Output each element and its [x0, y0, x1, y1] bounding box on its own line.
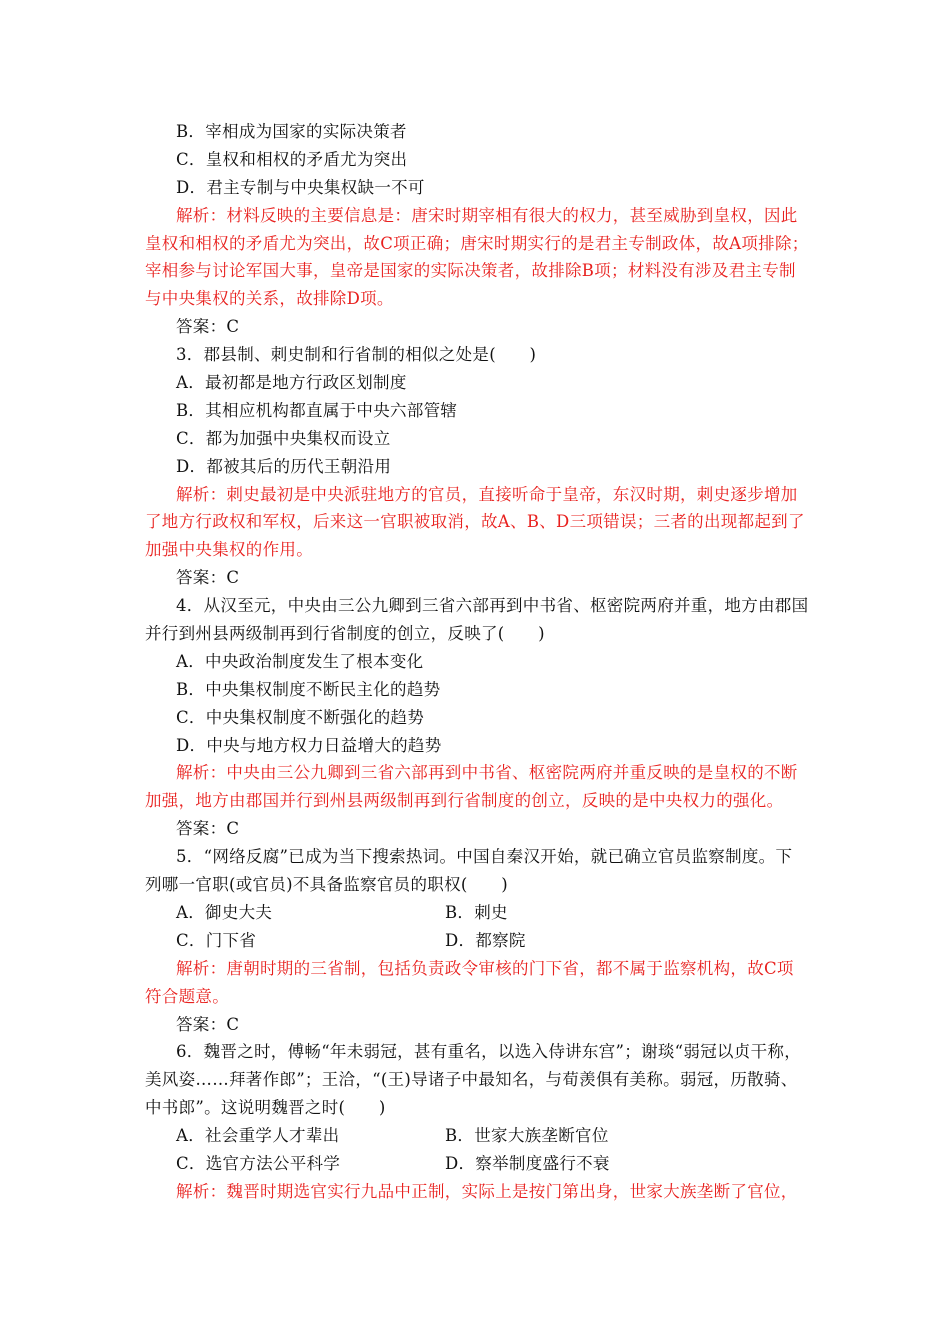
- q6-option-a: A．社会重学人才辈出: [176, 1126, 340, 1146]
- q3-explanation-line: 加强中央集权的作用。: [145, 540, 313, 560]
- q5-option-d: D．都察院: [445, 930, 526, 950]
- q2-explanation-line: 与中央集权的关系，故排除D项。: [145, 289, 394, 309]
- q5-options-row: [0, 927, 950, 955]
- q4-stem: 并行到州县两级制再到行省制度的创立，反映了( ): [145, 624, 545, 644]
- explanation-label: 解析：: [176, 1181, 227, 1201]
- q3-option-b: B．其相应机构都直属于中央六部管辖: [176, 400, 458, 420]
- q3-explanation-line: 了地方行政权和军权，后来这一官职被取消，故A、B、D三项错误；三者的出现都起到了: [145, 512, 805, 532]
- q4-answer: 答案：C: [176, 819, 240, 839]
- q3-option-d: D．都被其后的历代王朝沿用: [176, 456, 392, 476]
- q6-options-row: [0, 1122, 950, 1150]
- explanation-text: 中央由三公九卿到三省六部再到中书省、枢密院两府并重反映的是皇权的不断: [226, 763, 798, 783]
- q5-options-row: [0, 899, 950, 927]
- q3-stem: 3．郡县制、刺史制和行省制的相似之处是( ): [176, 345, 537, 365]
- document-body: [0, 118, 950, 1206]
- q4-stem: 4．从汉至元，中央由三公九卿到三省六部再到中书省、枢密院两府并重，地方由郡国: [176, 596, 809, 616]
- q3-explanation-line: [0, 481, 950, 509]
- explanation-text: 魏晋时期选官实行九品中正制，实际上是按门第出身，世家大族垄断了官位，: [226, 1181, 798, 1201]
- q5-stem: 5．“网络反腐”已成为当下搜索热词。中国自秦汉开始，就已确立官员监察制度。下: [176, 847, 793, 867]
- q3-option-a: A．最初都是地方行政区划制度: [176, 373, 407, 393]
- q2-option-d: D．君主专制与中央集权缺一不可: [176, 177, 425, 197]
- explanation-text: 材料反映的主要信息是：唐宋时期宰相有很大的权力，甚至威胁到皇权，因此: [226, 205, 798, 225]
- q2-explanation-line: [0, 202, 950, 230]
- q6-option-c: C．选官方法公平科学: [176, 1153, 341, 1173]
- q3-option-c: C．都为加强中央集权而设立: [176, 428, 391, 448]
- q5-stem: 列哪一官职(或官员)不具备监察官员的职权( ): [145, 875, 508, 895]
- q5-answer: 答案：C: [176, 1014, 240, 1034]
- q6-option-d: D．察举制度盛行不衰: [445, 1153, 610, 1173]
- q3-answer: 答案：C: [176, 568, 240, 588]
- q2-answer: 答案：C: [176, 317, 240, 337]
- q2-option-c: C．皇权和相权的矛盾尤为突出: [176, 149, 408, 169]
- explanation-label: 解析：: [176, 763, 227, 783]
- q5-option-c: C．门下省: [176, 930, 257, 950]
- explanation-label: 解析：: [176, 205, 227, 225]
- q4-option-c: C．中央集权制度不断强化的趋势: [176, 707, 425, 727]
- q5-explanation-line: 符合题意。: [145, 986, 229, 1006]
- q6-stem: 美风姿……拜著作郎”；王洽，“(王)导诸子中最知名，与荀羡俱有美称。弱冠，历散骑、: [145, 1070, 798, 1090]
- q6-stem: 中书郎”。这说明魏晋之时( ): [145, 1098, 386, 1118]
- q6-explanation-line: [0, 1178, 950, 1206]
- q5-option-b: B．刺史: [445, 902, 508, 922]
- q4-explanation-line: [0, 759, 950, 787]
- q6-option-b: B．世家大族垄断官位: [445, 1126, 609, 1146]
- explanation-label: 解析：: [176, 484, 227, 504]
- q4-explanation-line: 加强，地方由郡国并行到州县两级制再到行省制度的创立，反映的是中央权力的强化。: [145, 791, 784, 811]
- q5-explanation-line: [0, 955, 950, 983]
- q2-explanation-line: 宰相参与讨论军国大事，皇帝是国家的实际决策者，故排除B项；材料没有涉及君主专制: [145, 261, 796, 281]
- explanation-text: 唐朝时期的三省制，包括负责政令审核的门下省，都不属于监察机构，故C项: [226, 958, 794, 978]
- q4-option-d: D．中央与地方权力日益增大的趋势: [176, 735, 442, 755]
- explanation-label: 解析：: [176, 958, 227, 978]
- explanation-text: 刺史最初是中央派驻地方的官员，直接听命于皇帝，东汉时期，刺史逐步增加: [226, 484, 798, 504]
- q4-option-b: B．中央集权制度不断民主化的趋势: [176, 679, 441, 699]
- q5-option-a: A．御史大夫: [176, 902, 273, 922]
- q4-option-a: A．中央政治制度发生了根本变化: [176, 651, 424, 671]
- q6-stem: 6．魏晋之时，傅畅“年未弱冠，甚有重名，以选入侍讲东宫”；谢琰“弱冠以贞干称，: [176, 1042, 802, 1062]
- q6-options-row: [0, 1150, 950, 1178]
- q2-option-b: B．宰相成为国家的实际决策者: [176, 122, 407, 141]
- q2-explanation-line: 皇权和相权的矛盾尤为突出，故C项正确；唐宋时期实行的是君主专制政体，故A项排除；: [145, 233, 809, 253]
